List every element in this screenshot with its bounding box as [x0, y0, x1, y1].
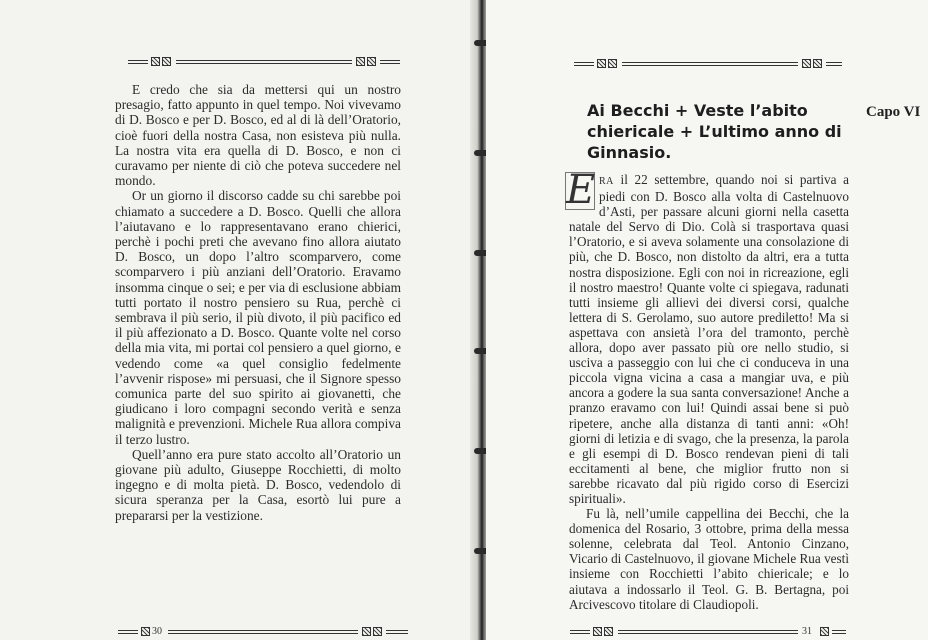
top-ornament-left: [128, 56, 400, 68]
page-number-left: 30: [152, 626, 162, 637]
left-paragraph: Or un giorno il discorso cadde su chi sarebbe poi chiamato a succedere a D. Bosco. Quelli che allora l’aiutavano e lo rappresentavano erano chierici, perchè i pochi preti che avevano fino allora aiutato D. Bosco, un dopo l’altro scomparvero, come scomparvero i più anziani dell’Oratorio. Eravamo insomma cinque o sei; e per via di esclusione abbiam tutti portato il nostro pensiero su Rua, perchè ci sembrava il più serio, il più divoto, il più pacifico ed il più affezionato a D. Bosco. Quante volte nel corso della mia vita, mi portai col pensiero a quel giorno, e vedendo come «a quel consiglio fedelmente l’avvenir rispose» mi persuasi, che il Signore spesso comunica parte del suo spirito ai giovanetti, che giudicano i loro compagni secondo verità e senza malignità e prevenzioni. Michele Rua allora compiva il terzo lustro.: [115, 188, 401, 447]
left-body-text: [115, 82, 401, 523]
right-body-text: [566, 167, 849, 612]
bottom-ornament-left: [118, 626, 408, 638]
chapter-heading: Ai Becchi + Veste l’abito chiericale + L’ultimo anno di Ginnasio.: [587, 101, 842, 162]
left-paragraph: E credo che sia da mettersi qui un nostro presagio, fatto appunto in quel tempo. Noi vivevamo di D. Bosco e per D. Bosco, ed al di là dell’Oratorio, cioè fuori della nostra Casa, non esisteva più nulla. La nostra vita era quella di D. Bosco, e non ci curavamo per niente di ciò che poteva succedere nel mondo.: [115, 82, 401, 189]
left-paragraph: Quell’anno era pure stato accolto all’Oratorio un giovane più adulto, Giuseppe Rocchietti, di molto ingegno e di molta pietà. D. Bosco, vedendolo di sicura speranza per la Casa, esortò lui pure a prepararsi per la vestizione.: [115, 446, 401, 523]
top-ornament-right: [574, 58, 842, 70]
opening-small-caps: RA: [599, 176, 614, 187]
drop-cap: E: [566, 167, 596, 213]
bottom-ornament-right: [570, 626, 846, 638]
page-number-right: 31: [802, 626, 812, 637]
right-paragraph: Fu là, nell’umile cappellina dei Becchi, che la domenica del Rosario, 3 ottobre, prima della messa solenne, celebrata dal Teol. Antonio Cinzano, Vicario di Castelnuovo, il giovane Michele Rua vestì insieme con Rocchietti l’abito chiericale; e lo aiutava a indossarlo il Teol. G. B. Bertagna, poi Arcivescovo titolare di Claudiopoli.: [569, 506, 849, 612]
chapter-label: Capo VI: [866, 104, 921, 120]
right-paragraph-text: il 22 settembre, quando noi si partiva a piedi con D. Bosco alla volta di Castelnuovo d’Asti, per passare alcuni giorni nella casetta natale del Servo di Dio. Colà si trasportava quasi l’Oratorio, e si aveva solamente una consolazione di più, che D. Bosco, non distolto da altri, era a tutta nostra disposizione. Egli con noi in ricreazione, egli il nostro maestro! Quante volte ci spiegava, radunati tutti insieme gli allievi dei diversi corsi, qualche lettera di S. Gerolamo, suo autore prediletto! Ma si aspettava con ansietà l’ora del tramonto, perchè allora, dopo aver passato più ore nello studio, si usciva a passeggio con lui che ci conduceva in una piccola vigna vicina a casa a mangiar uva, e più ancora a godere la sua santa conversazione! Anche a pranzo eravamo con lui! Quindi assai bene si può ripetere, anche alla distanza di tanti anni: «Oh! giorni di letizia e di svago, che la presenza, la parola e gli esempi di D. Bosco rendevan pieni di tali eccitamenti al bene, che miglior frutto non si sarebbe ricavato dal più rigido corso di Esercizi spirituali».: [569, 172, 849, 506]
right-opening-paragraph: [566, 167, 849, 506]
